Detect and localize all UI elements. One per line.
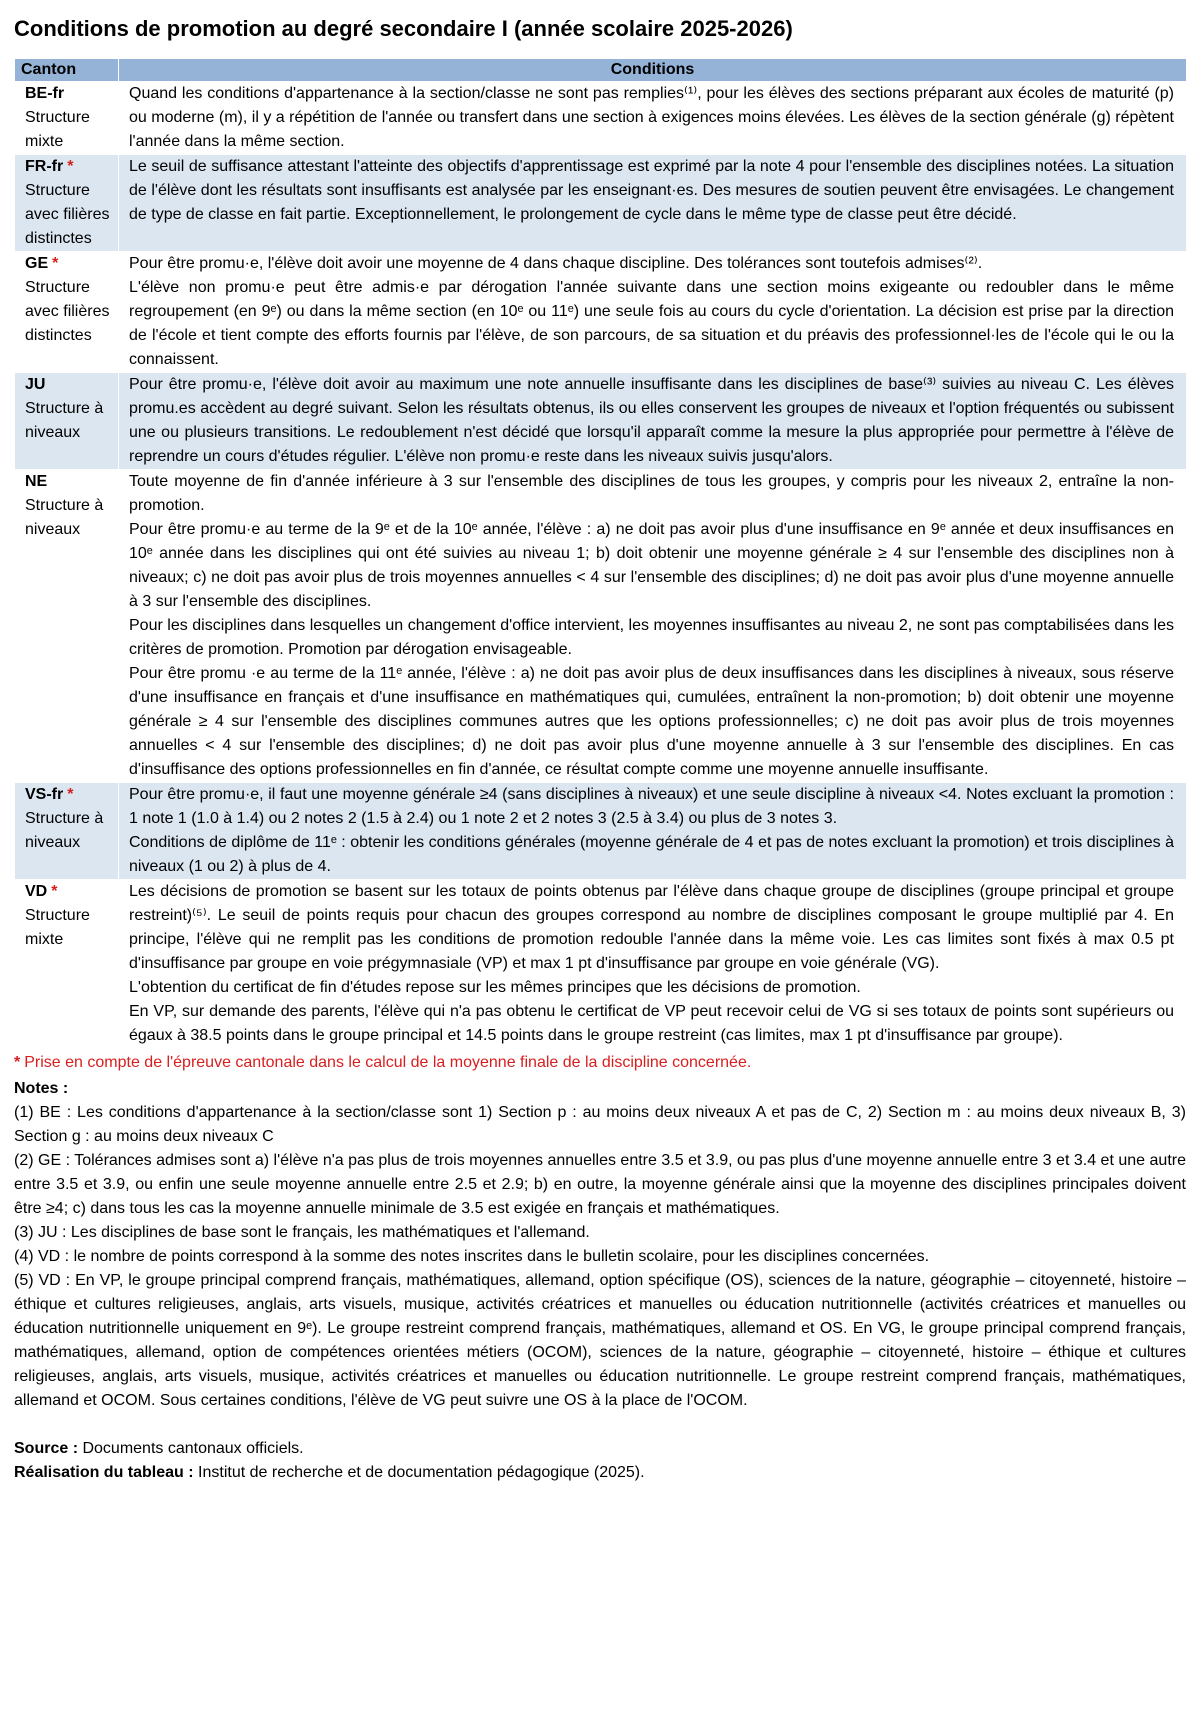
- realisation-line: [14, 1461, 1186, 1485]
- conditions-cell: [119, 82, 1187, 155]
- canton-code: FR-fr: [25, 158, 64, 175]
- notes-title: Notes :: [14, 1080, 69, 1097]
- realisation-text: Institut de recherche et de documentation pédagogique (2025).: [198, 1464, 645, 1481]
- canton-structure: Structure à niveaux: [25, 810, 104, 851]
- condition-paragraph: Le seuil de suffisance attestant l'atteinte des objectifs d'apprentissage est exprimé par la note 4 pour l'ensemble des disciplines notées. La situation de l'élève dont les résultats sont insuffisants est analysée par les enseignant·es. Des mesures de soutien peuvent être envisagées. Le changement de type de classe en fait partie. Exceptionnellement, le prolongement de cycle dans le même type de classe peut être décidé.: [129, 158, 1174, 223]
- canton-cell: [15, 155, 119, 252]
- condition-paragraph: Toute moyenne de fin d'année inférieure à 3 sur l'ensemble des disciplines de tous les groupes, y compris pour les niveaux 2, entraîne la non-promotion.: [129, 473, 1174, 514]
- condition-paragraph: Pour être promu·e, l'élève doit avoir au maximum une note annuelle insuffisante dans les disciplines de base⁽³⁾ suivies au niveau C. Les élèves promu.es accèdent au degré suivant. Selon les résultats obtenus, ils ou elles conservent les groupes de niveaux et l'option fréquentés ou subissent une ou plusieurs transitions. Le redoublement n'est décidé que lorsqu'il apparaît comme la mesure la plus appropriée pour permettre à l'élève de reprendre un cours d'études régulier. L'élève non promu·e reste dans les niveaux suivis jusqu'alors.: [129, 376, 1174, 465]
- canton-code: VS-fr: [25, 786, 64, 803]
- note-item: (2) GE : Tolérances admises sont a) l'élève n'a pas plus de trois moyennes annuelles entre 3.5 et 3.9, ou pas plus d'une moyenne annuelle entre 3 et 3.4 et une autre entre 3.5 et 3.9, ou enfin une seule moyenne annuelle entre 2.5 et 2.9; b) en outre, la moyenne générale ainsi que la moyenne des disciplines principales doivent être ≥4; c) dans tous les cas la moyenne annuelle minimale de 3.5 est exigée en français et mathématiques.: [14, 1152, 1186, 1217]
- condition-paragraph: Quand les conditions d'appartenance à la section/classe ne sont pas remplies⁽¹⁾, pour les élèves des sections préparant aux écoles de maturité (p) ou moderne (m), il y a répétition de l'année ou transfert dans une section à exigences moins élevées. Les élèves de la section générale (g) répètent l'année dans la même section.: [129, 85, 1174, 150]
- star-footnote: [14, 1051, 1186, 1075]
- canton-structure: Structure avec filières distinctes: [25, 279, 110, 344]
- canton-structure: Structure à niveaux: [25, 497, 104, 538]
- condition-paragraph: Pour être promu·e, il faut une moyenne générale ≥4 (sans disciplines à niveaux) et une seule discipline à niveaux <4. Notes excluant la promotion : 1 note 1 (1.0 à 1.4) ou 2 notes 2 (1.5 à 2.4) ou 1 note 2 et 2 notes 3 (2.5 à 3.4) ou plus de 3 notes 3.: [129, 786, 1174, 827]
- canton-cell: [15, 82, 119, 155]
- table-row: [15, 82, 1187, 155]
- canton-cell: [15, 880, 119, 1049]
- header-canton: Canton: [15, 59, 119, 82]
- canton-cell: [15, 470, 119, 783]
- table-row: [15, 880, 1187, 1049]
- canton-cell: [15, 783, 119, 880]
- table-row: [15, 252, 1187, 373]
- canton-star: *: [67, 786, 74, 803]
- source-text: Documents cantonaux officiels.: [82, 1440, 304, 1457]
- note-item: (3) JU : Les disciplines de base sont le français, les mathématiques et l'allemand.: [14, 1224, 590, 1241]
- canton-code: GE: [25, 255, 49, 272]
- source-label: Source :: [14, 1440, 79, 1457]
- conditions-cell: [119, 252, 1187, 373]
- condition-paragraph: Pour être promu·e au terme de la 9ᵉ et de la 10ᵉ année, l'élève : a) ne doit pas avoir plus d'une insuffisance en 9ᵉ année et deux insuffisances en 10ᵉ année dans les disciplines qui ont été suivies au niveau 1; b) doit obtenir une moyenne générale ≥ 4 sur l'ensemble des disciplines non à niveaux; c) ne doit pas avoir plus de trois moyennes annuelles < 4 sur l'ensemble des disciplines; d) ne doit pas avoir plus d'une moyenne annuelle à 3 sur l'ensemble des disciplines.: [129, 521, 1174, 610]
- canton-star: *: [52, 255, 59, 272]
- conditions-cell: [119, 155, 1187, 252]
- note-item: (5) VD : En VP, le groupe principal comprend français, mathématiques, allemand, option spécifique (OS), sciences de la nature, géographie – citoyenneté, histoire – éthique et cultures religieuses, anglais, arts visuels, musique, activités créatrices et manuelles ou éducation nutritionnelle (activités créatrices et manuelles ou éducation nutritionnelle uniquement en 9ᵉ). Le groupe restreint comprend français, mathématiques, allemand et OS. En VG, le groupe principal comprend français, mathématiques, allemand, option de compétences orientées métiers (OCOM), sciences de la nature, géographie – citoyenneté, histoire – éthique et cultures religieuses, anglais, arts visuels, musique, activités créatrices et manuelles ou éducation nutritionnelle. Le groupe restreint comprend français, mathématiques, allemand et OCOM. Sous certaines conditions, l'élève de VG peut suivre une OS à la place de l'OCOM.: [14, 1272, 1186, 1409]
- canton-code: BE-fr: [25, 85, 65, 102]
- canton-structure: Structure mixte: [25, 109, 90, 150]
- realisation-label: Réalisation du tableau :: [14, 1464, 194, 1481]
- canton-cell: [15, 252, 119, 373]
- document-title: Conditions de promotion au degré secondaire I (année scolaire 2025-2026): [14, 16, 793, 41]
- conditions-cell: [119, 470, 1187, 783]
- canton-star: *: [51, 883, 58, 900]
- notes-list: [14, 1101, 1186, 1413]
- header-conditions: Conditions: [119, 59, 1187, 82]
- note-item: (4) VD : le nombre de points correspond à la somme des notes inscrites dans le bulletin scolaire, pour les disciplines concernées.: [14, 1248, 930, 1265]
- conditions-cell: [119, 373, 1187, 470]
- canton-structure: Structure mixte: [25, 907, 90, 948]
- table-header-row: [15, 59, 1187, 82]
- condition-paragraph: Pour être promu ·e au terme de la 11ᵉ année, l'élève : a) ne doit pas avoir plus de deux insuffisances dans les disciplines à niveaux, sous réserve d'une insuffisance en français et d'une insuffisance en mathématiques qui, cumulées, entraînent la non-promotion; b) doit obtenir une moyenne générale ≥ 4 sur l'ensemble des disciplines communes autres que les options professionnelles; c) ne doit pas avoir plus de trois moyennes annuelles < 4 sur l'ensemble des disciplines; d) ne doit pas avoir plus d'une moyenne annuelle à 3 sur l'ensemble des disciplines. En cas d'insuffisance des options professionnelles en fin d'année, ce résultat compte comme une moyenne annuelle insuffisante.: [129, 665, 1174, 778]
- table-row: [15, 470, 1187, 783]
- table-row: [15, 373, 1187, 470]
- conditions-cell: [119, 783, 1187, 880]
- table-row: [15, 783, 1187, 880]
- star-footnote-text: Prise en compte de l'épreuve cantonale dans le calcul de la moyenne finale de la discipline concernée.: [24, 1054, 752, 1071]
- conditions-table: [14, 58, 1187, 1049]
- condition-paragraph: Pour être promu·e, l'élève doit avoir une moyenne de 4 dans chaque discipline. Des tolérances sont toutefois admises⁽²⁾.: [129, 255, 983, 272]
- canton-structure: Structure à niveaux: [25, 400, 104, 441]
- table-body: [15, 82, 1187, 1049]
- note-item: (1) BE : Les conditions d'appartenance à la section/classe sont 1) Section p : au moins deux niveaux A et pas de C, 2) Section m : au moins deux niveaux B, 3) Section g : au moins deux niveaux C: [14, 1104, 1186, 1145]
- conditions-cell: [119, 880, 1187, 1049]
- canton-code: JU: [25, 376, 46, 393]
- condition-paragraph: Conditions de diplôme de 11ᵉ : obtenir les conditions générales (moyenne générale de 4 et pas de notes excluant la promotion) et trois disciplines à niveaux (1 ou 2) à plus de 4.: [129, 834, 1174, 875]
- table-row: [15, 155, 1187, 252]
- canton-star: *: [67, 158, 74, 175]
- canton-cell: [15, 373, 119, 470]
- canton-code: VD: [25, 883, 48, 900]
- condition-paragraph: L'obtention du certificat de fin d'études repose sur les mêmes principes que les décisions de promotion.: [129, 979, 861, 996]
- canton-code: NE: [25, 473, 48, 490]
- canton-structure: Structure avec filières distinctes: [25, 182, 110, 247]
- source-line: [14, 1437, 1186, 1461]
- condition-paragraph: Les décisions de promotion se basent sur les totaux de points obtenus par l'élève dans chaque groupe de disciplines (groupe principal et groupe restreint)⁽⁵⁾. Le seuil de points requis pour chacun des groupes correspond au nombre de disciplines composant le groupe multiplié par 4. En principe, l'élève qui ne remplit pas les conditions de promotion redouble l'année dans la même voie. Les cas limites sont fixés à max 0.5 pt d'insuffisance par groupe en voie prégymnasiale (VP) et max 1 pt d'insuffisance par groupe en voie générale (VG).: [129, 883, 1174, 972]
- condition-paragraph: Pour les disciplines dans lesquelles un changement d'office intervient, les moyennes insuffisantes au niveau 2, ne sont pas comptabilisées dans les critères de promotion. Promotion par dérogation envisageable.: [129, 617, 1174, 658]
- condition-paragraph: L'élève non promu·e peut être admis·e par dérogation l'année suivante dans une section moins exigeante ou redoubler dans le même regroupement (en 9ᵉ) ou dans la même section (en 10ᵉ ou 11ᵉ) une seule fois au cours du cycle d'orientation. La décision est prise par la direction de l'école et tient compte des efforts fournis par l'élève, de son parcours, de sa situation et du préavis des professionnel·les de l'école qui le ou la connaissent.: [129, 279, 1174, 368]
- document-page: [14, 14, 1186, 1485]
- condition-paragraph: En VP, sur demande des parents, l'élève qui n'a pas obtenu le certificat de VP peut recevoir celui de VG si ses totaux de points sont supérieurs ou égaux à 38.5 points dans le groupe principal et 14.5 points dans le groupe restreint (cas limites, max 1 pt d'insuffisance par groupe).: [129, 1003, 1174, 1044]
- star-marker: *: [14, 1054, 21, 1071]
